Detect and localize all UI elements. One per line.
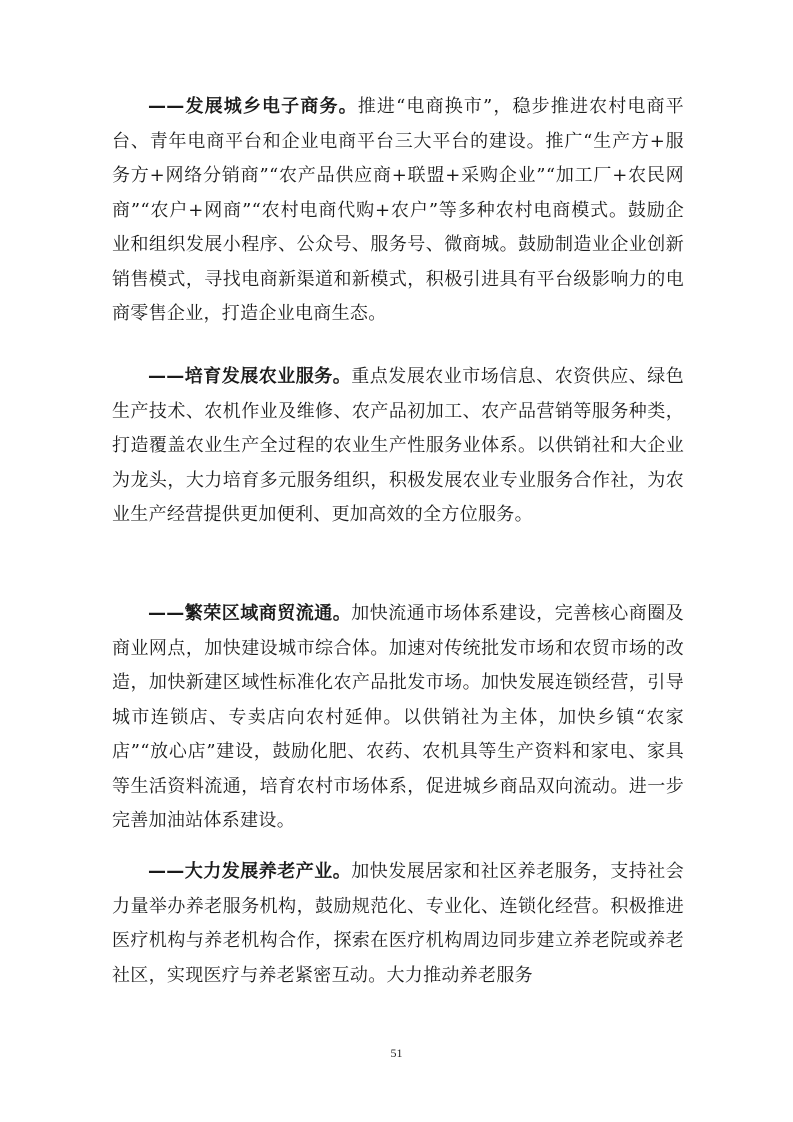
paragraph-agri-services: [112, 360, 684, 533]
paragraph-heading: ——繁荣区域商贸流通。: [148, 603, 352, 624]
paragraph-ecommerce: [112, 90, 684, 332]
paragraph-heading: ——大力发展养老产业。: [148, 861, 352, 882]
paragraph-body: 重点发展农业市场信息、农资供应、绿色生产技术、农机作业及维修、农产品初加工、农产品营销等服务种类，打造覆盖农业生产全过程的农业生产性服务业体系。以供销社和大企业为龙头，大力培育多元服务组织，积极发展农业专业服务合作社，为农业生产经营提供更加便利、更加高效的全方位服务。: [112, 366, 684, 525]
paragraph-elderly-care: [112, 855, 684, 993]
paragraph-heading: ——培育发展农业服务。: [148, 366, 352, 387]
paragraph-body: 加快流通市场体系建设，完善核心商圈及商业网点，加快建设城市综合体。加速对传统批发市场和农贸市场的改造，加快新建区域性标准化农产品批发市场。加快发展连锁经营，引导城市连锁店、专卖店向农村延伸。以供销社为主体，加快乡镇“农家店”“放心店”建设，鼓励化肥、农药、农机具等生产资料和家电、家具等生活资料流通，培育农村市场体系，促进城乡商品双向流动。进一步完善加油站体系建设。: [112, 603, 684, 831]
paragraph-body: 推进“电商换市”，稳步推进农村电商平台、青年电商平台和企业电商平台三大平台的建设。推广“生产方+服务方+网络分销商”“农产品供应商+联盟+采购企业”“加工厂+农民网商”“农户+网商”“农村电商代购+农户”等多种农村电商模式。鼓励企业和组织发展小程序、公众号、服务号、微商城。鼓励制造业企业创新销售模式，寻找电商新渠道和新模式，积极引进具有平台级影响力的电商零售企业，打造企业电商生态。: [112, 96, 684, 324]
paragraph-commerce-circulation: [112, 597, 684, 839]
paragraph-heading: ——发展城乡电子商务。: [148, 96, 358, 117]
paragraph-body: 加快发展居家和社区养老服务，支持社会力量举办养老服务机构，鼓励规范化、专业化、连锁化经营。积极推进医疗机构与养老机构合作，探索在医疗机构周边同步建立养老院或养老社区，实现医疗与养老紧密互动。大力推动养老服务: [112, 861, 684, 986]
page-number: 51: [390, 1046, 403, 1060]
